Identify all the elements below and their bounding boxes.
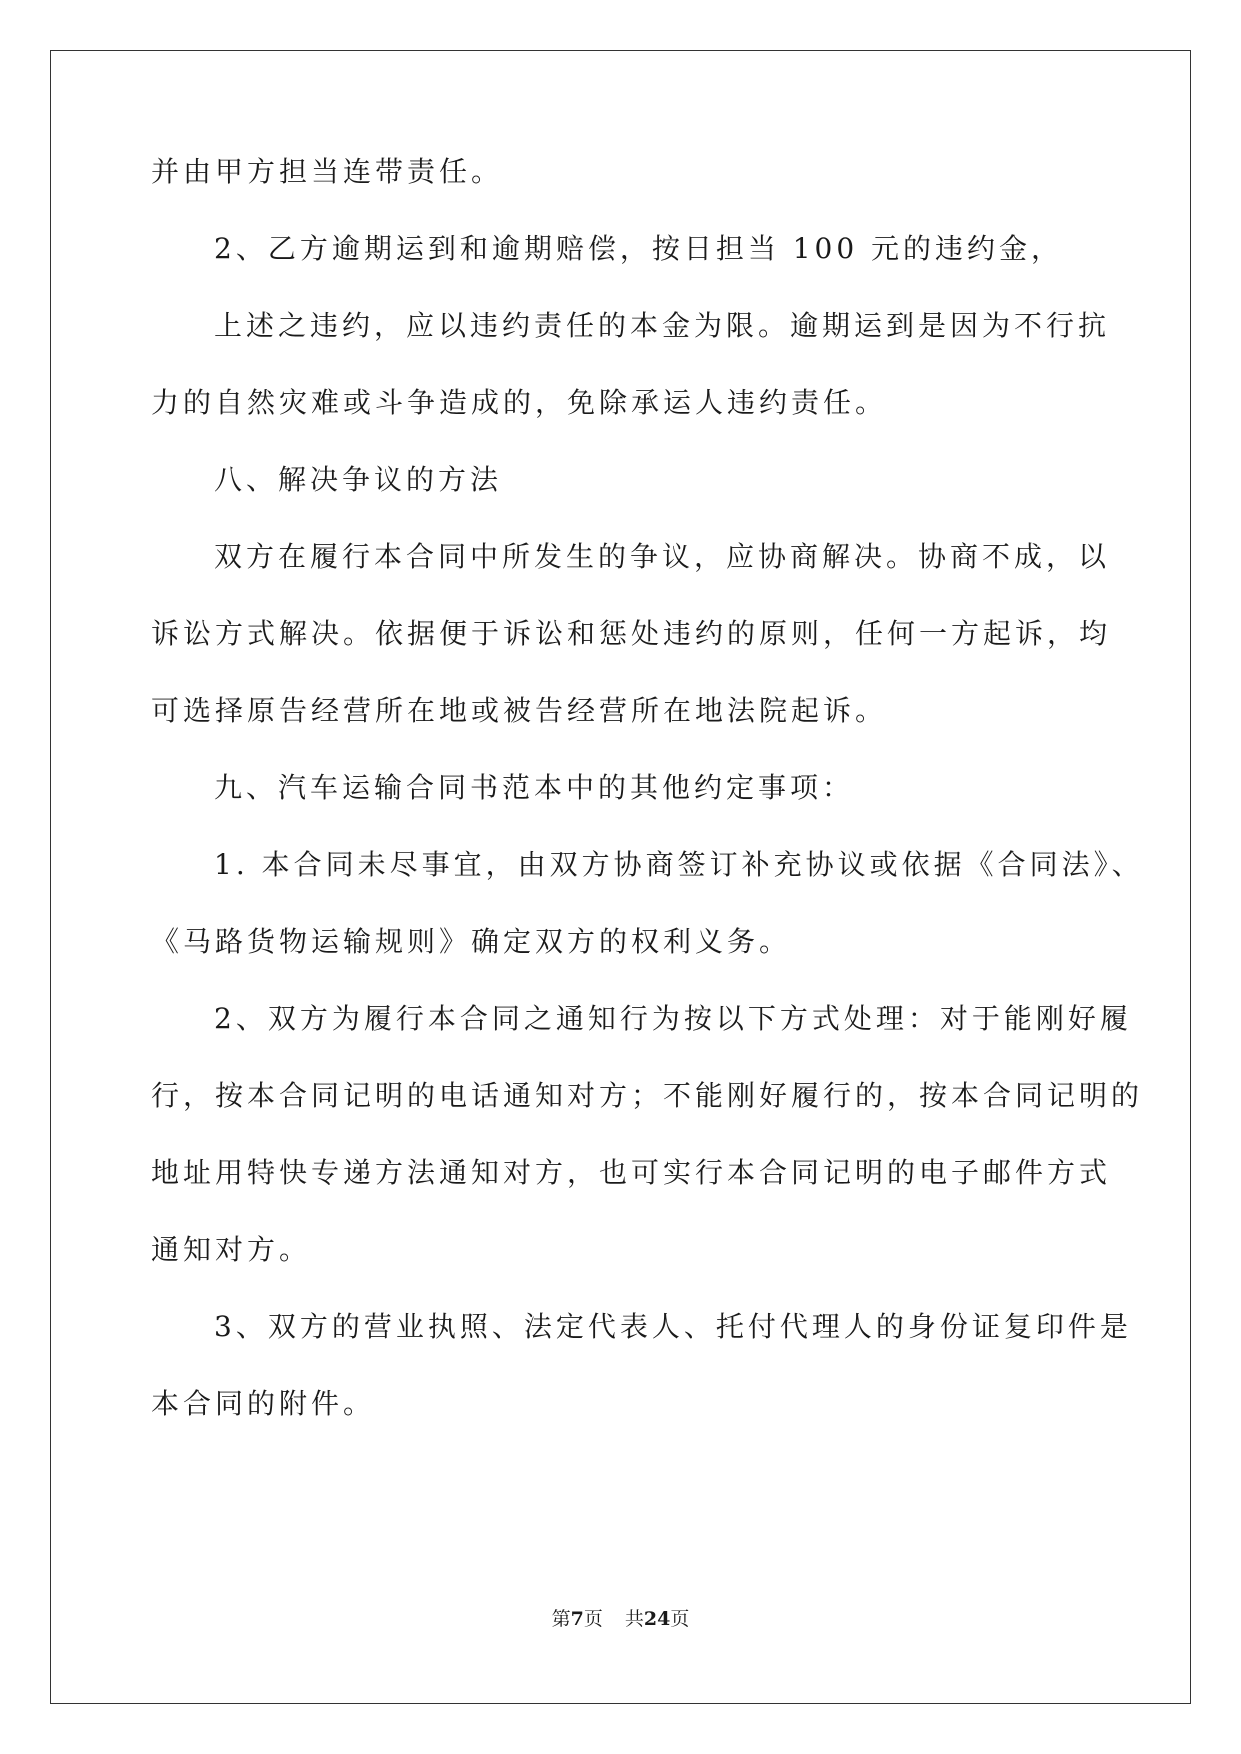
text-line: 本合同的附件。 [151, 1387, 376, 1420]
page-prefix: 第 [551, 1608, 571, 1630]
page-footer [0, 1606, 1241, 1632]
total-prefix: 共 [624, 1608, 644, 1630]
section-heading: 九、汽车运输合同书范本中的其他约定事项： [214, 771, 855, 804]
text-line: 行，按本合同记明的电话通知对方；不能刚好履行的，按本合同记明的 [151, 1079, 1144, 1112]
text-line: 1. 本合同未尽事宜，由双方协商签订补充协议或依据《合同法》、 [214, 848, 1144, 881]
text-line: 上述之违约，应以违约责任的本金为限。逾期运到是因为不行抗 [214, 309, 1111, 342]
text-line: 3、双方的营业执照、法定代表人、托付代理人的身份证复印件是 [214, 1310, 1132, 1343]
total-pages: 24 [643, 1608, 671, 1630]
text-line: 通知对方。 [151, 1233, 312, 1266]
text-line: 力的自然灾难或斗争造成的，免除承运人违约责任。 [151, 386, 888, 419]
text-line: 并由甲方担当连带责任。 [151, 155, 504, 188]
page-suffix: 页 [583, 1608, 603, 1630]
text-line: 诉讼方式解决。依据便于诉讼和惩处违约的原则，任何一方起诉，均 [151, 617, 1112, 650]
section-heading: 八、解决争议的方法 [214, 463, 503, 496]
text-line: 可选择原告经营所在地或被告经营所在地法院起诉。 [151, 694, 888, 727]
text-line: 双方在履行本合同中所发生的争议，应协商解决。协商不成，以 [214, 540, 1111, 573]
page-number: 7 [570, 1608, 584, 1630]
text-line: 地址用特快专递方法通知对方，也可实行本合同记明的电子邮件方式 [151, 1156, 1112, 1189]
total-suffix: 页 [670, 1608, 690, 1630]
text-line: 2、乙方逾期运到和逾期赔偿，按日担当 100 元的违约金， [214, 232, 1064, 265]
text-line: 2、双方为履行本合同之通知行为按以下方式处理：对于能刚好履 [214, 1002, 1132, 1035]
text-line: 《马路货物运输规则》确定双方的权利义务。 [151, 925, 792, 958]
